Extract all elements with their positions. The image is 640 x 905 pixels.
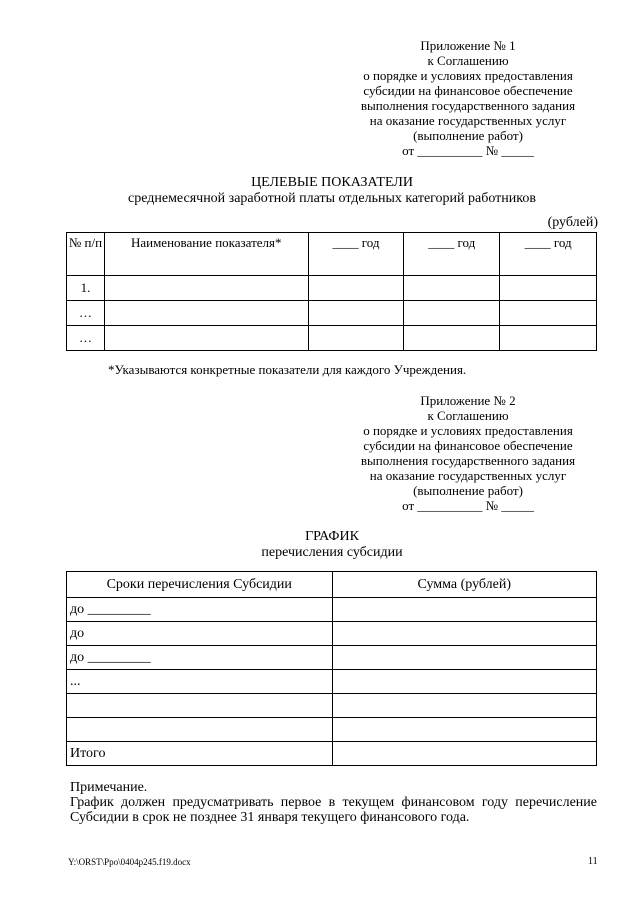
- table-cell: [104, 301, 308, 326]
- table-cell: до _________: [67, 598, 333, 622]
- table-row: [67, 598, 597, 622]
- annex-line: Приложение № 2: [420, 393, 516, 408]
- column-header: ____ год: [308, 233, 404, 276]
- table-cell: [500, 301, 597, 326]
- table-cell: [404, 326, 500, 351]
- annex-line: выполнения государственного задания: [360, 453, 576, 468]
- annex-line: (выполнение работ): [413, 128, 523, 143]
- table-cell: [500, 326, 597, 351]
- table-cell: Итого: [67, 742, 333, 766]
- table-cell: [308, 326, 404, 351]
- section-1-subtitle: среднемесячной заработной платы отдельных категорий работников: [128, 191, 536, 206]
- annex-line: к Соглашению: [427, 408, 509, 423]
- table-cell: …: [67, 301, 105, 326]
- table-cell: до: [67, 622, 333, 646]
- table-cell: [332, 694, 596, 718]
- table-row: [67, 646, 597, 670]
- annex-line: (выполнение работ): [413, 483, 523, 498]
- column-header: Сроки перечисления Субсидии: [67, 572, 333, 598]
- table-row: [67, 326, 597, 351]
- annex-line: к Соглашению: [427, 53, 509, 68]
- target-indicators-table: [66, 232, 597, 351]
- table-row: [67, 276, 597, 301]
- annex-line: на оказание государственных услуг: [369, 113, 567, 128]
- table-cell: [332, 646, 596, 670]
- table-cell: [404, 276, 500, 301]
- table-header-row: [67, 233, 597, 276]
- annex-line: Приложение № 1: [420, 38, 516, 53]
- annex-line: от __________ № _____: [402, 498, 534, 513]
- column-header: ____ год: [404, 233, 500, 276]
- table-cell: [104, 276, 308, 301]
- unit-label: (рублей): [547, 215, 598, 230]
- annex-line: от __________ № _____: [402, 143, 534, 158]
- table-cell: [67, 694, 333, 718]
- note-title: Примечание.: [70, 780, 148, 795]
- table-cell: [67, 718, 333, 742]
- annex-2-header: [330, 393, 606, 513]
- section-1-title: ЦЕЛЕВЫЕ ПОКАЗАТЕЛИ: [251, 175, 413, 190]
- table-cell: [332, 742, 596, 766]
- table-total-row: [67, 742, 597, 766]
- payment-schedule-table: [66, 571, 597, 766]
- table-row: [67, 718, 597, 742]
- table-cell: [500, 276, 597, 301]
- column-header: № п/п: [67, 233, 105, 276]
- section-2-title: ГРАФИК: [305, 529, 359, 544]
- table-cell: …: [67, 326, 105, 351]
- annex-line: субсидии на финансовое обеспечение: [363, 83, 573, 98]
- footnote: *Указываются конкретные показатели для каждого Учреждения.: [108, 362, 467, 377]
- footer-file-path: Y:\ORST\Ppo\0404p245.f19.docx: [68, 857, 191, 867]
- column-header: ____ год: [500, 233, 597, 276]
- column-header: Сумма (рублей): [332, 572, 596, 598]
- annex-line: о порядке и условиях предоставления: [363, 423, 573, 438]
- column-header: Наименование показателя*: [104, 233, 308, 276]
- table-row: [67, 670, 597, 694]
- table-cell: [308, 301, 404, 326]
- table-cell: до _________: [67, 646, 333, 670]
- note-text: График должен предусматривать первое в текущем финансовом году перечисление Субсидии в срок не позднее 31 января текущего финансового года.: [70, 795, 597, 825]
- table-cell: [332, 598, 596, 622]
- annex-line: о порядке и условиях предоставления: [363, 68, 573, 83]
- table-cell: ...: [67, 670, 333, 694]
- table-row: [67, 301, 597, 326]
- annex-1-header: [330, 38, 606, 158]
- table-cell: [332, 622, 596, 646]
- table-cell: [104, 326, 308, 351]
- table-cell: [332, 670, 596, 694]
- table-cell: [404, 301, 500, 326]
- table-cell: [332, 718, 596, 742]
- annex-line: на оказание государственных услуг: [369, 468, 567, 483]
- table-row: [67, 694, 597, 718]
- table-header-row: [67, 572, 597, 598]
- table-cell: 1.: [67, 276, 105, 301]
- section-2-subtitle: перечисления субсидии: [261, 545, 403, 560]
- annex-line: выполнения государственного задания: [360, 98, 576, 113]
- page-number: 11: [588, 856, 598, 867]
- annex-line: субсидии на финансовое обеспечение: [363, 438, 573, 453]
- table-row: [67, 622, 597, 646]
- table-cell: [308, 276, 404, 301]
